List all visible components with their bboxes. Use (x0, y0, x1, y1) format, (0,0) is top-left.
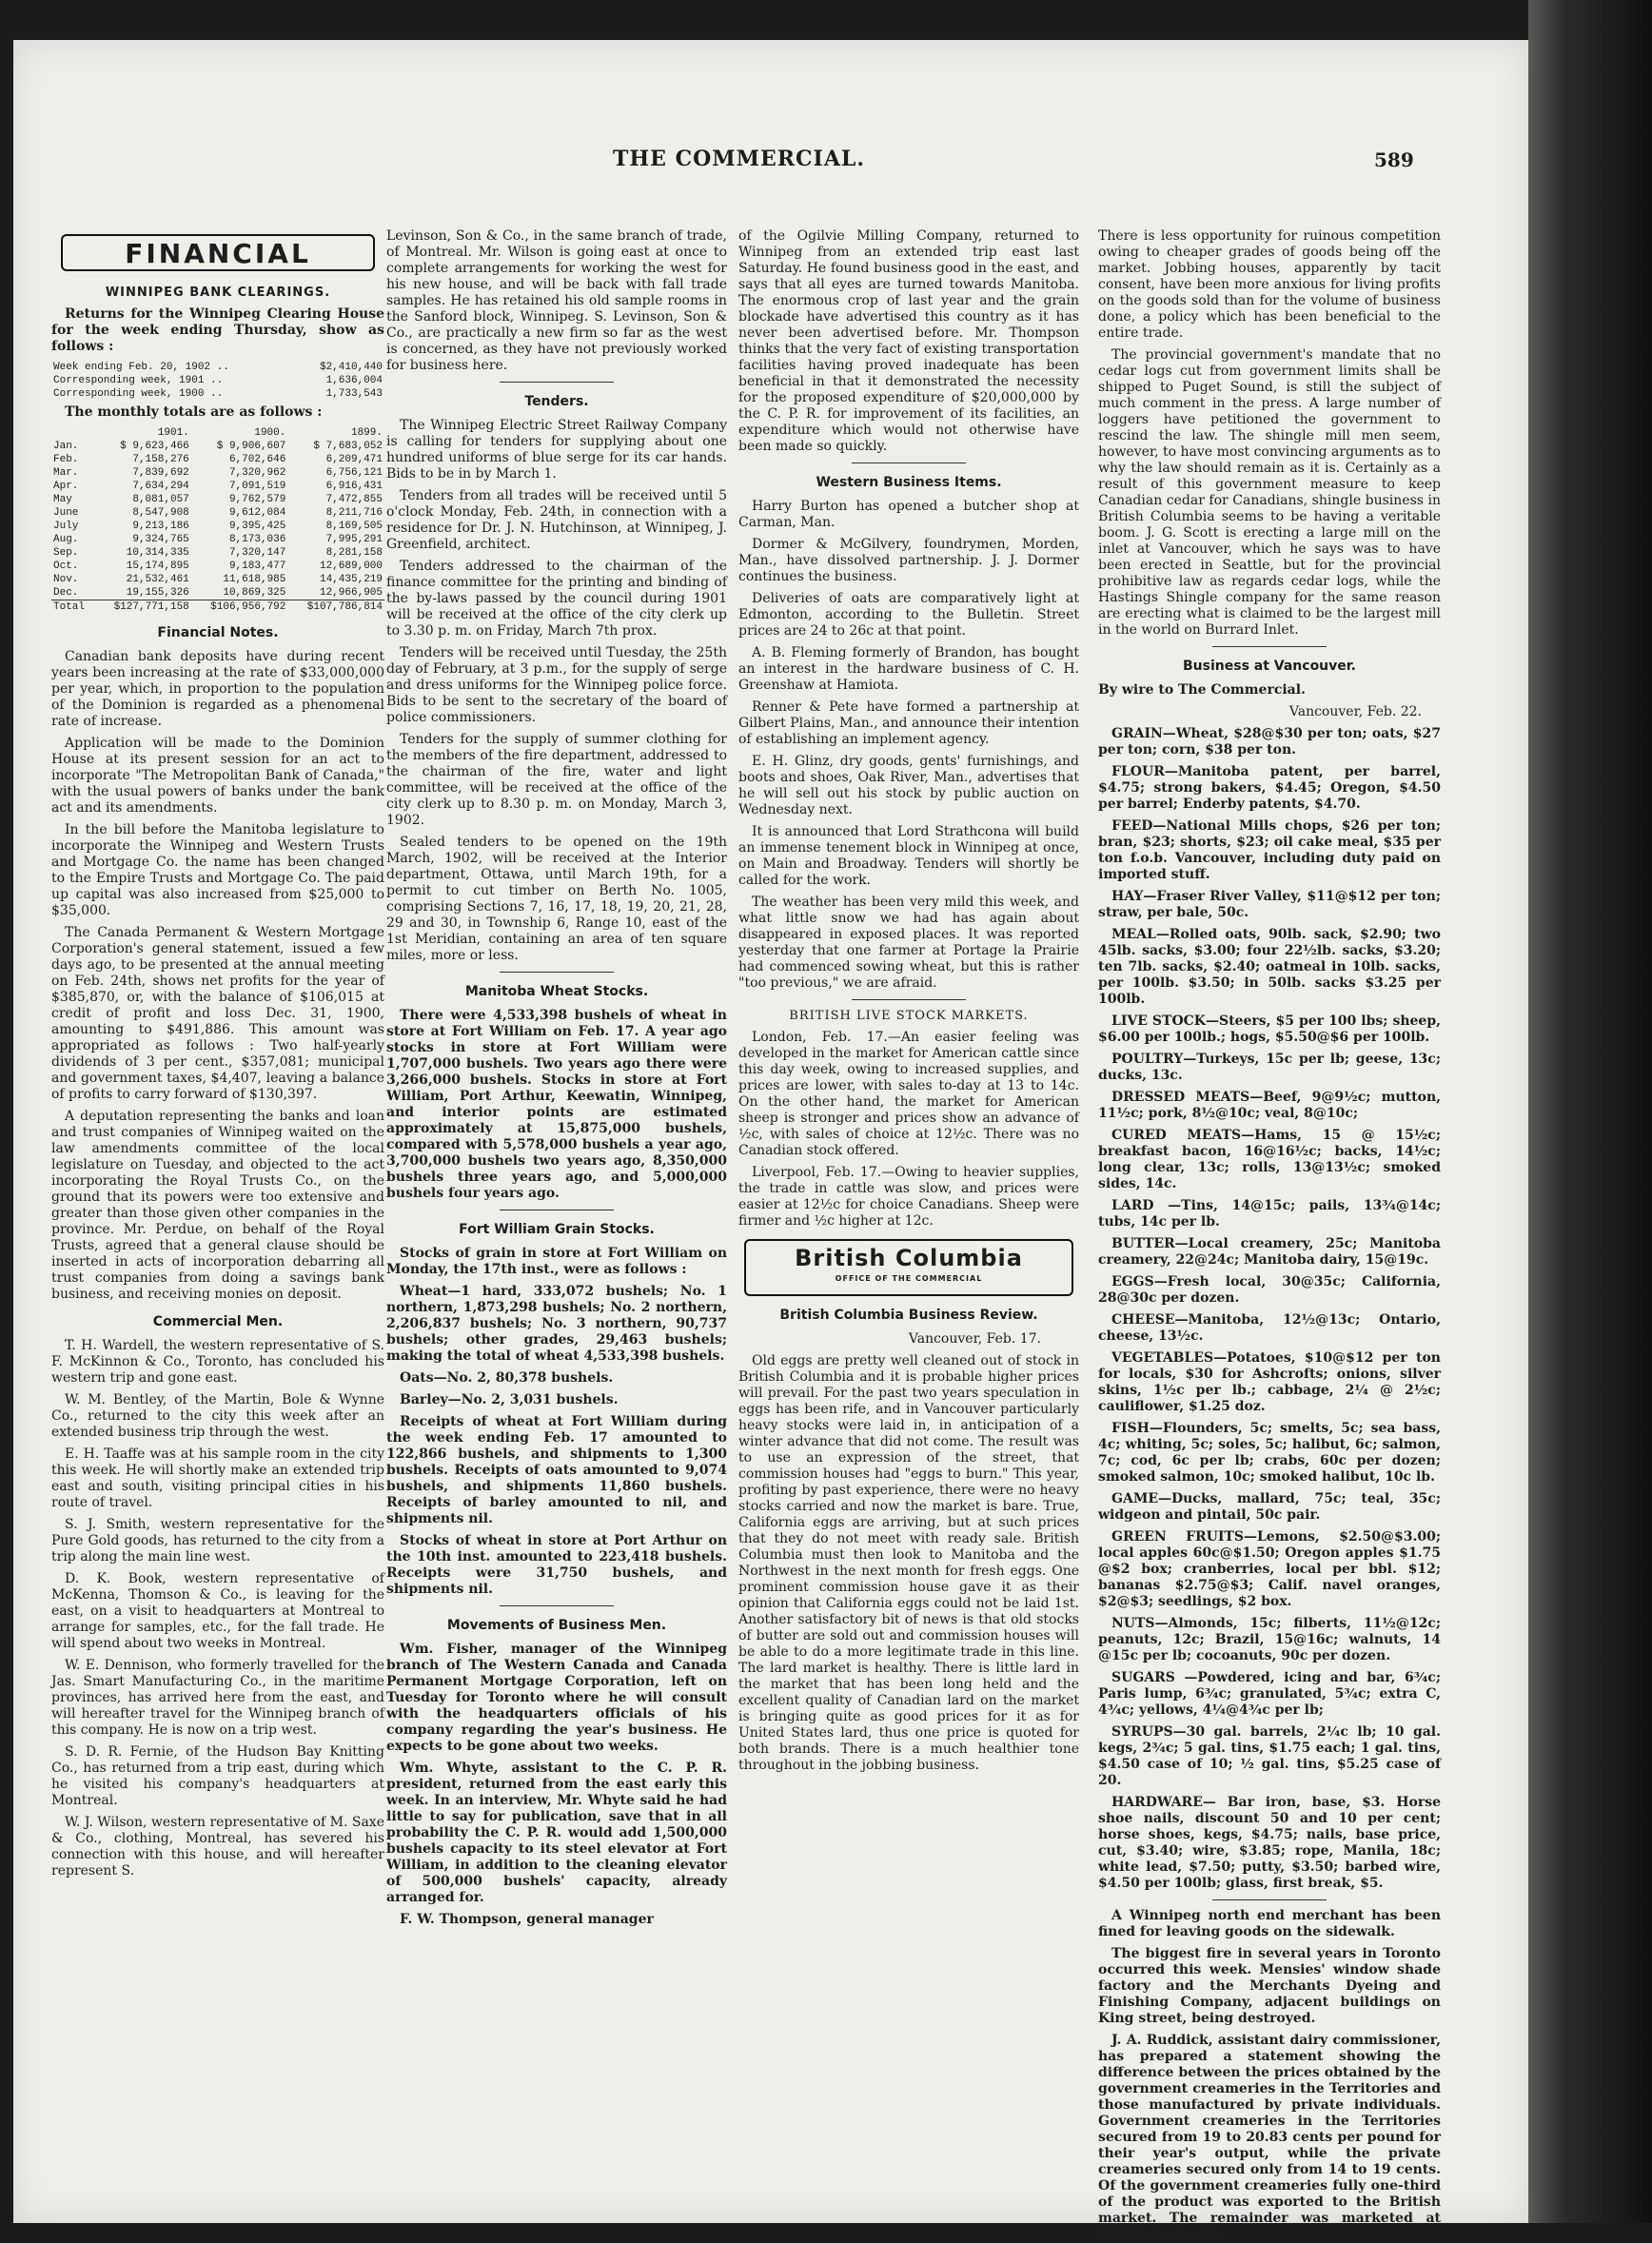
table-cell: 8,547,908 (132, 507, 189, 519)
table-cell: 21,532,461 (126, 574, 189, 585)
table-cell: 19,155,326 (126, 587, 189, 599)
monthly-label: The monthly totals are as follows : (65, 404, 323, 420)
divider (1212, 646, 1327, 647)
table-cell: Nov. (53, 574, 79, 585)
table-header-row (51, 426, 384, 440)
market-item: HAY—Fraser River Valley, $11@$12 per ton; straw, per bale, 50c. (1098, 889, 1441, 920)
table-cell: 9,395,425 (228, 521, 286, 532)
wire-line: By wire to The Commercial. (1098, 682, 1306, 698)
market-item: GRAIN—Wheat, $28@$30 per ton; oats, $27 per ton; corn, $38 per ton. (1098, 726, 1441, 758)
table-cell: 15,174,895 (126, 561, 189, 572)
table-cell: 1901. (157, 427, 189, 439)
paragraph: Barley—No. 2, 3,031 bushels. (400, 1392, 619, 1407)
british-columbia-box (744, 1239, 1073, 1296)
week-value: 1,733,543 (325, 388, 383, 400)
table-cell: 8,169,505 (325, 521, 383, 532)
table-cell: 7,091,519 (228, 481, 286, 492)
table-row (51, 453, 384, 466)
table-cell: 14,435,219 (319, 574, 383, 585)
table-cell: Mar. (53, 467, 79, 479)
paragraph: F. W. Thompson, general manager (400, 1912, 654, 1927)
paragraph: The weather has been very mild this week, and what little snow we had has again about disappeared in exposed places. It was reported yesterday that one farmer at Portage la Prairie had commenced sowing wheat, but this is rather "too previous," we are afraid. (738, 895, 1079, 991)
table-cell: 9,183,477 (228, 561, 286, 572)
paragraph: of the Ogilvie Milling Company, returned to Winnipeg from an extended trip east last Saturday. He found business good in the east, and says that all eyes are turned towards Manitoba. The enormous crop of last year and the grain blockade have advertised this country as it has never been advertised before. Mr. Thompson thinks that the very fact of existing transportation facilities having proved inadequate has been beneficial in that it demonstrated the necessity for the proposed expenditure of $20,000,000 by the C. P. R. for improvement of its facilities, an expenditure which would not otherwise have been made so quickly. (738, 228, 1079, 454)
page-number: 589 (1374, 148, 1414, 171)
table-row (51, 440, 384, 453)
paragraph: W. E. Dennison, who formerly travelled for the Jas. Smart Manufacturing Co., in the maritime provinces, has arrived here from the east, and will hereafter travel for the Winnipeg branch of this company. He is now on a trip west. (51, 1658, 384, 1738)
paragraph: Deliveries of oats are comparatively light at Edmonton, according to the Bulletin. Street prices are 24 to 26c at that point. (738, 591, 1079, 639)
paragraph: It is announced that Lord Strathcona will build an immense tenement block in Winnipeg at once, on Main and Broadway. Tenders will shortly be called for the work. (738, 824, 1079, 888)
table-cell: 1899. (350, 427, 383, 439)
paragraph: Receipts of wheat at Fort William during the week ending Feb. 17 amounted to 122,866 bushels, and shipments to 1,300 bushels. Receipts of oats amounted to 9,074 bushels, and shipments 11,860 bushels. Receipts of barley amounted to nil, and shipments nil. (386, 1414, 727, 1526)
paragraph: S. D. R. Fernie, of the Hudson Bay Knitting Co., has returned from a trip east, during which he visited his company's headquarters at Montreal. (51, 1744, 384, 1808)
paragraph: Oats—No. 2, 80,378 bushels. (400, 1370, 614, 1386)
newspaper-page (13, 40, 1528, 2242)
table-total-row (51, 600, 384, 615)
table-row (51, 374, 384, 387)
paragraph: Liverpool, Feb. 17.—Owing to heavier supplies, the trade in cattle was slow, and prices were easier at 12½c for choice Canadians. Sheep were firmer and ½c higher at 12c. (738, 1165, 1079, 1229)
paragraph: Sealed tenders to be opened on the 19th March, 1902, will be received at the Interior department, Ottawa, until March 19th, for a permit to cut timber on Berth No. 1005, comprising Sections 7, 16, 17, 18, 19, 20, 21, 28, 29 and 30, in Township 6, Range 10, east of the 1st Meridian, containing an area of ten square miles, more or less. (386, 835, 727, 963)
table-cell: 6,916,431 (325, 481, 383, 492)
week-label: Week ending Feb. 20, 1902 .. (53, 362, 229, 373)
market-item: BUTTER—Local creamery, 25c; Manitoba creamery, 22@24c; Manitoba dairy, 15@19c. (1098, 1236, 1441, 1268)
market-item: POULTRY—Turkeys, 15c per lb; geese, 13c; ducks, 13c. (1098, 1052, 1441, 1083)
table-cell: Feb. (53, 454, 79, 465)
paragraph: Levinson, Son & Co., in the same branch of trade, of Montreal. Mr. Wilson is going east at once to complete arrangements for working the west for his new house, and will be back with fall trade samples. He has retained his old sample rooms in the Sanford block, Winnipeg. S. Levinson, Son & Co., are practically a new firm so far as the west is concerned, as they have not previously worked for business here. (386, 228, 727, 373)
table-cell: July (53, 521, 79, 532)
paragraph: Tenders for the supply of summer clothing for the members of the fire department, addressed to the chairman of the fire, water and light committee, will be received at the office of the city clerk up to 8.30 p. m. on Monday, March 3, 1902. (386, 732, 727, 828)
paragraph: Stocks of grain in store at Fort William on Monday, the 17th inst., were as follows : (386, 1246, 727, 1277)
table-cell: 7,320,962 (228, 467, 286, 479)
market-item: LIVE STOCK—Steers, $5 per 100 lbs; sheep, $6.00 per 100lb.; hogs, $5.50@$6 per 100lb. (1098, 1013, 1441, 1045)
paragraph: The biggest fire in several years in Toronto occurred this week. Mensies' window shade factory and the Merchants Dyeing and Finishing Company, adjacent buildings on King street, being destroyed. (1098, 1946, 1441, 2026)
paragraph: E. H. Taaffe was at his sample room in the city this week. He will shortly make an extended trip east and south, visiting principal cities in his route of travel. (51, 1446, 384, 1510)
table-cell: 8,173,036 (228, 534, 286, 545)
paragraph: W. M. Bentley, of the Martin, Bole & Wynne Co., returned to the city this week after an extended business trip through the west. (51, 1392, 384, 1440)
dateline: Vancouver, Feb. 17. (908, 1331, 1041, 1347)
wheat-stocks-heading: Manitoba Wheat Stocks. (464, 984, 649, 999)
book-spine (1528, 0, 1652, 2223)
journal-title: THE COMMERCIAL. (613, 147, 866, 171)
table-cell: $106,956,792 (210, 601, 286, 613)
clearings-intro: Returns for the Winnipeg Clearing House for the week ending Thursday, show as follows : (51, 306, 384, 354)
livestock-heading: BRITISH LIVE STOCK MARKETS. (789, 1009, 1029, 1023)
market-item: SYRUPS—30 gal. barrels, 2¼c lb; 10 gal. kegs, 2¾c; 5 gal. tins, $1.75 each; 1 gal. tins, $4.50 case of 10; ½ gal. tins, $5.25 case of 20. (1098, 1724, 1441, 1788)
table-cell: 11,618,985 (223, 574, 286, 585)
grain-stocks-heading: Fort William Grain Stocks. (459, 1222, 655, 1237)
table-row (51, 387, 384, 401)
paragraph: Tenders will be received until Tuesday, the 25th day of February, at 3 p.m., for the supply of serge and dress uniforms for the Winnipeg police force. Bids to be sent to the secretary of the board of police commissioners. (386, 645, 727, 725)
table-cell: 10,314,335 (126, 547, 189, 559)
tenders-heading: Tenders. (524, 394, 589, 409)
table-row (51, 520, 384, 533)
week-value: $2,410,440 (319, 362, 383, 373)
paragraph: Wheat—1 hard, 333,072 bushels; No. 1 northern, 1,873,298 bushels; No. 2 northern, 2,206,837 bushels; No. 3 northern, 90,737 bushels; other grades, 29,463 bushels; making the total of wheat 4,533,398 bushels. (386, 1284, 727, 1364)
paragraph: E. H. Glinz, dry goods, gents' furnishings, and boots and shoes, Oak River, Man., advertises that he will sell out his stock by public auction on Wednesday next. (738, 754, 1079, 817)
table-cell: $ 9,906,607 (216, 441, 286, 452)
table-cell: 7,472,855 (325, 494, 383, 505)
week-label: Corresponding week, 1901 .. (53, 375, 224, 386)
paragraph: Tenders from all trades will be received until 5 o'clock Monday, Feb. 24th, in connection with a residence for Dr. J. N. Hutchinson, at Winnipeg, J. Greenfield, architect. (386, 488, 727, 552)
market-item: SUGARS —Powdered, icing and bar, 6¾c; Paris lump, 6¾c; granulated, 5¾c; extra C, 4¾c; yellows, 4¼@4¾c per lb; (1098, 1670, 1441, 1718)
table-cell: Jan. (53, 441, 79, 452)
commercial-men-heading: Commercial Men. (152, 1314, 284, 1329)
divider (500, 1605, 614, 1606)
market-item: VEGETABLES—Potatoes, $10@$12 per ton for locals, $30 for Ashcrofts; onions, silver skins, 1½c per lb.; cabbage, 2¼ @ 2½c; cauliflower, $1.25 doz. (1098, 1350, 1441, 1414)
table-row (51, 480, 384, 493)
paragraph: Old eggs are pretty well cleaned out of stock in British Columbia and it is probable higher prices will prevail. For the past two years speculation in eggs has been rife, and in Vancouver particularly heavy stocks were laid in, in anticipation of a winter advance that did not come. The result was to use an expression of the street, that commission houses had "eggs to burn." This year, profiting by past experience, there were no heavy stocks carried and now the market is bare. True, California eggs are arriving, but at such prices that they do not meet with ready sale. British Columbia must then look to Manitoba and the Northwest in the next month for fresh eggs. One prominent commission house gave it as their opinion that California eggs could not be laid 1st. Another satisfactory bit of news is that old stocks of butter are sold out and commission houses will be able to do a more legitimate trade in this line. The lard market is healthy. There is little lard in the market that has been long held and the excellent quality of Canadian lard on the market is bringing quite as good prices for it as for United States lard, thus one price is quoted for both brands. There is a much healthier tone throughout in the jobbing business. (738, 1353, 1079, 1773)
table-cell: 6,209,471 (325, 454, 383, 465)
table-cell: 9,213,186 (132, 521, 189, 532)
dateline: Vancouver, Feb. 22. (1288, 704, 1422, 719)
paragraph: The Canada Permanent & Western Mortgage Corporation's general statement, issued a few days ago, to be presented at the annual meeting on Feb. 24th, shows net profits for the year of $385,870, or, with the balance of $106,015 at credit of profit and loss Dec. 31, 1900, amounting to $491,886. This amount was appropriated as follows : Two half-yearly dividends of 3 per cent., $357,081; municipal and government taxes, $4,407, leaving a balance of profits to carry forward of $130,397. (51, 925, 384, 1102)
table-row (51, 546, 384, 560)
financial-box (61, 234, 375, 271)
divider (1212, 1899, 1327, 1900)
paragraph: In the bill before the Manitoba legislature to incorporate the Winnipeg and Western Trusts and Mortgage Co. the name has been changed to the Empire Trusts and Mortgage Co. The paid up capital was also increased from $25,000 to $35,000. (51, 822, 384, 918)
paragraph: Harry Burton has opened a butcher shop at Carman, Man. (738, 499, 1079, 530)
table-cell: $ 9,623,466 (120, 441, 189, 452)
paragraph: Renner & Pete have formed a partnership at Gilbert Plains, Man., and announce their intention of establishing an implement agency. (738, 699, 1079, 747)
column-2 (386, 228, 727, 2204)
table-cell: 7,995,291 (325, 534, 383, 545)
paragraph: W. J. Wilson, western representative of M. Saxe & Co., clothing, Montreal, has severed his connection with this house, and will hereafter represent S. (51, 1815, 384, 1879)
table-cell: 10,869,325 (223, 587, 286, 599)
paragraph: The Winnipeg Electric Street Railway Company is calling for tenders for supplying about one hundred uniforms of blue serge for its car hands. Bids to be in by March 1. (386, 418, 727, 482)
table-cell: June (53, 507, 79, 519)
table-cell: 9,762,579 (228, 494, 286, 505)
business-men-heading: Movements of Business Men. (446, 1618, 667, 1633)
table-row (51, 573, 384, 586)
table-cell: 12,966,905 (319, 587, 383, 599)
table-cell: May (53, 494, 72, 505)
table-cell: Sep. (53, 547, 79, 559)
paragraph: London, Feb. 17.—An easier feeling was developed in the market for American cattle since this day week, owing to increased supplies, and prices are lower, with sales to-day at 13 to 14c. On the other hand, the market for American sheep is stronger and prices show an advance of ½c, with sales of choice at 12½c. There was no Canadian stock offered. (738, 1030, 1079, 1158)
vancouver-heading: Business at Vancouver. (1183, 659, 1356, 674)
market-item: GREEN FRUITS—Lemons, $2.50@$3.00; local apples 60c@$1.50; Oregon apples $1.75 @$2 box; cranberries, local per bbl. $12; bananas $2.75@$3; Calif. navel oranges, $2@$3; seedlings, $2 box. (1098, 1529, 1441, 1609)
market-item: CURED MEATS—Hams, 15 @ 15½c; breakfast bacon, 16@16½c; backs, 14½c; long clear, 13c; rolls, 13@13½c; smoked sides, 14c. (1098, 1128, 1441, 1191)
paragraph: There is less opportunity for ruinous competition owing to cheaper grades of goods being off the market. Jobbing houses, apparently by tacit consent, have been more anxious for living profits on the goods sold than for the volume of business done, a policy which has been beneficial to the entire trade. (1098, 228, 1441, 341)
divider (500, 382, 614, 383)
market-item: LARD —Tins, 14@15c; pails, 13¾@14c; tubs, 14c per lb. (1098, 1198, 1441, 1230)
bc-review-heading: British Columbia Business Review. (779, 1308, 1038, 1323)
table-cell: 12,689,000 (319, 561, 383, 572)
market-item: FISH—Flounders, 5c; smelts, 5c; sea bass, 4c; whiting, 5c; soles, 5c; halibut, 6c; salmon, 7c; cod, 6c per lb; crabs, 60c per dozen; smoked salmon, 10c; smoked halibut, 10c lb. (1098, 1421, 1441, 1485)
paragraph: T. H. Wardell, the western representative of S. F. McKinnon & Co., Toronto, has concluded his western trip and gone east. (51, 1338, 384, 1386)
table-cell: 6,756,121 (325, 467, 383, 479)
paragraph: Application will be made to the Dominion House at its present session for an act to incorporate "The Metropolitan Bank of Canada," with the usual powers of banks under the bank act and its amendments. (51, 736, 384, 816)
paragraph: S. J. Smith, western representative for the Pure Gold goods, has returned to the city from a trip along the main line west. (51, 1517, 384, 1564)
table-cell: 7,320,147 (228, 547, 286, 559)
table-cell: Total (53, 601, 86, 613)
paragraph: Wm. Whyte, assistant to the C. P. R. president, returned from the east early this week. In an interview, Mr. Whyte said he had little to say for publication, save that in all probability the C. P. R. would add 1,500,000 bushels capacity to its steel elevator at Fort William, in addition to the cleaning elevator of 500,000 bushels' capacity, already arranged for. (386, 1761, 727, 1905)
paragraph: J. A. Ruddick, assistant dairy commissioner, has prepared a statement showing the difference between the prices obtained by the government creameries in the Territories and those manufactured by private individuals. Government creameries in the Territories secured from 19 to 20.83 cents per pound for their year's output, while the private creameries secured only from 14 to 19 cents. Of the government creameries fully one-third of the product was exported to the British market. The remainder was marketed at British Columbia. (1098, 2033, 1441, 2242)
paragraph: A Winnipeg north end merchant has been fined for leaving goods on the sidewalk. (1098, 1908, 1441, 1939)
paragraph: A deputation representing the banks and loan and trust companies of Winnipeg waited on the law amendments committee of the local legislature on Tuesday, and objected to the act incorporating the Royal Trusts Co., on the ground that its powers were too extensive and greater than those given other companies in the province. Mr. Perdue, on behalf of the Royal Trusts, agreed that a general clause should be inserted in acts of incorporation debarring all trust companies from doing a savings bank business, and receiving monies on deposit. (51, 1109, 384, 1302)
table-cell: Aug. (53, 534, 79, 545)
financial-title: FINANCIAL (125, 238, 311, 269)
week-value: 1,636,004 (325, 375, 383, 386)
bc-box-title: British Columbia (795, 1245, 1023, 1271)
western-items-heading: Western Business Items. (816, 475, 1002, 490)
paragraph: Canadian bank deposits have during recent years been increasing at the rate of $33,000,000 per year, which, in proportion to the population of the Dominion is regarded as a phenomenal rate of increase. (51, 649, 384, 729)
table-cell (51, 426, 94, 440)
week-label: Corresponding week, 1900 .. (53, 388, 224, 400)
table-cell: 7,839,692 (132, 467, 189, 479)
table-row (51, 466, 384, 480)
table-row (51, 560, 384, 573)
table-row (51, 506, 384, 520)
paragraph: A. B. Fleming formerly of Brandon, has bought an interest in the hardware business of C. H. Greenshaw at Hamiota. (738, 645, 1079, 693)
table-cell: 8,211,716 (325, 507, 383, 519)
table-cell: $107,786,814 (306, 601, 383, 613)
divider (852, 462, 966, 463)
paragraph: There were 4,533,398 bushels of wheat in store at Fort William on Feb. 17. A year ago stocks in store at Fort William were 1,707,000 bushels. Two years ago there were 3,266,000 bushels. Stocks in store at Fort William, Port Arthur, Keewatin, Winnipeg, and interior points are estimated approximately at 15,875,000 bushels, compared with 5,578,000 bushels a year ago, 3,700,000 bushels two years ago, 8,350,000 bushels three years ago, and 5,000,000 bushels four years ago. (386, 1008, 727, 1201)
market-item: MEAL—Rolled oats, 90lb. sack, $2.90; two 45lb. sacks, $3.00; four 22½lb. sacks, $3.20; ten 7lb. sacks, $2.40; oatmeal in 10lb. sacks, per 100lb. $3.50; in 50lb. sacks $3.25 per 100lb. (1098, 927, 1441, 1007)
paragraph: D. K. Book, western representative of McKenna, Thomson & Co., is leaving for the east, on a visit to headquarters at Montreal to arrange for samples, etc., for the fall trade. He will spend about two weeks in Montreal. (51, 1571, 384, 1651)
divider (852, 999, 966, 1000)
financial-notes-heading: Financial Notes. (157, 625, 279, 640)
table-cell: Dec. (53, 587, 79, 599)
divider (500, 972, 614, 973)
market-item: DRESSED MEATS—Beef, 9@9½c; mutton, 11½c; pork, 8½@10c; veal, 8@10c; (1098, 1090, 1441, 1121)
weekly-clearings-table (51, 361, 384, 401)
market-item: FEED—National Mills chops, $26 per ton; bran, $23; shorts, $23; oil cake meal, $35 per ton f.o.b. Vancouver, including duty paid on imported stuff. (1098, 818, 1441, 882)
market-item: EGGS—Fresh local, 30@35c; California, 28@30c per dozen. (1098, 1274, 1441, 1306)
table-cell: 9,324,765 (132, 534, 189, 545)
table-row (51, 493, 384, 506)
market-item: HARDWARE— Bar iron, base, $3. Horse shoe nails, discount 50 and 10 per cent; horse shoes, kegs, $4.75; nails, base price, cut, $3.40; wire, $3.85; rope, Manila, 18c; white lead, $7.50; putty, $3.50; barbed wire, $4.50 per 100lb; glass, first break, $5. (1098, 1795, 1441, 1891)
table-cell: $ 7,683,052 (313, 441, 383, 452)
table-cell: 8,281,158 (325, 547, 383, 559)
column-1 (51, 228, 384, 2204)
clearings-title: WINNIPEG BANK CLEARINGS. (105, 285, 331, 300)
table-cell: 1900. (254, 427, 286, 439)
table-row (51, 586, 384, 600)
table-row (51, 361, 384, 374)
monthly-clearings-table (51, 426, 384, 614)
bc-box-subtitle: OFFICE OF THE COMMERCIAL (835, 1274, 983, 1283)
table-cell: 9,612,084 (228, 507, 286, 519)
paragraph: Dormer & McGilvery, foundrymen, Morden, Man., have dissolved partnership. J. J. Dormer continues the business. (738, 537, 1079, 584)
table-cell: 6,702,646 (228, 454, 286, 465)
table-cell: Oct. (53, 561, 79, 572)
table-row (51, 533, 384, 546)
column-4 (1098, 228, 1441, 2242)
paragraph: Stocks of wheat in store at Port Arthur on the 10th inst. amounted to 223,418 bushels. Receipts were 31,750 bushels, and shipments nil. (386, 1533, 727, 1597)
paragraph: Wm. Fisher, manager of the Winnipeg branch of The Western Canada and Canada Permanent Mortgage Corporation, left on Tuesday for Toronto where he will consult with the headquarters officials of his company regarding the year's business. He expects to be gone about two weeks. (386, 1642, 727, 1754)
page-header (13, 147, 1528, 185)
table-cell: 8,081,057 (132, 494, 189, 505)
table-cell: 7,158,276 (132, 454, 189, 465)
column-3 (738, 228, 1079, 2204)
market-item: NUTS—Almonds, 15c; filberts, 11½@12c; peanuts, 12c; Brazil, 15@16c; walnuts, 14 @15c per lb; cocoanuts, 90c per dozen. (1098, 1616, 1441, 1663)
paragraph: Tenders addressed to the chairman of the finance committee for the printing and binding of the by-laws passed by the council during 1901 will be received at the office of the city clerk up to 3.30 p. m. on Friday, March 7th prox. (386, 559, 727, 639)
table-cell: Apr. (53, 481, 79, 492)
table-cell: 7,634,294 (132, 481, 189, 492)
market-item: FLOUR—Manitoba patent, per barrel, $4.75; strong bakers, $4.45; Oregon, $4.50 per barrel; Enderby patents, $4.70. (1098, 764, 1441, 812)
market-item: GAME—Ducks, mallard, 75c; teal, 35c; widgeon and pintail, 50c pair. (1098, 1491, 1441, 1523)
paragraph: The provincial government's mandate that no cedar logs cut from government limits shall be shipped to Puget Sound, is still the subject of much comment in the press. A large number of loggers have petitioned the government to rescind the law. The shingle mill men seem, however, to have most convincing arguments as to why the law should remain as it is. Certainly as a result of this government measure to keep Canadian cedar for Canadians, shingle business in British Columbia seems to be having a veritable boom. J. G. Scott is erecting a large mill on the inlet at Vancouver, which he says was to have been erected in Seattle, but for the provincial prohibitive law as regards cedar logs, while the Hastings Shingle company for the same reason are erecting what is claimed to be the largest mill in the world on Burrard Inlet. (1098, 347, 1441, 638)
table-cell: $127,771,158 (113, 601, 189, 613)
market-item: CHEESE—Manitoba, 12½@13c; Ontario, cheese, 13½c. (1098, 1312, 1441, 1344)
